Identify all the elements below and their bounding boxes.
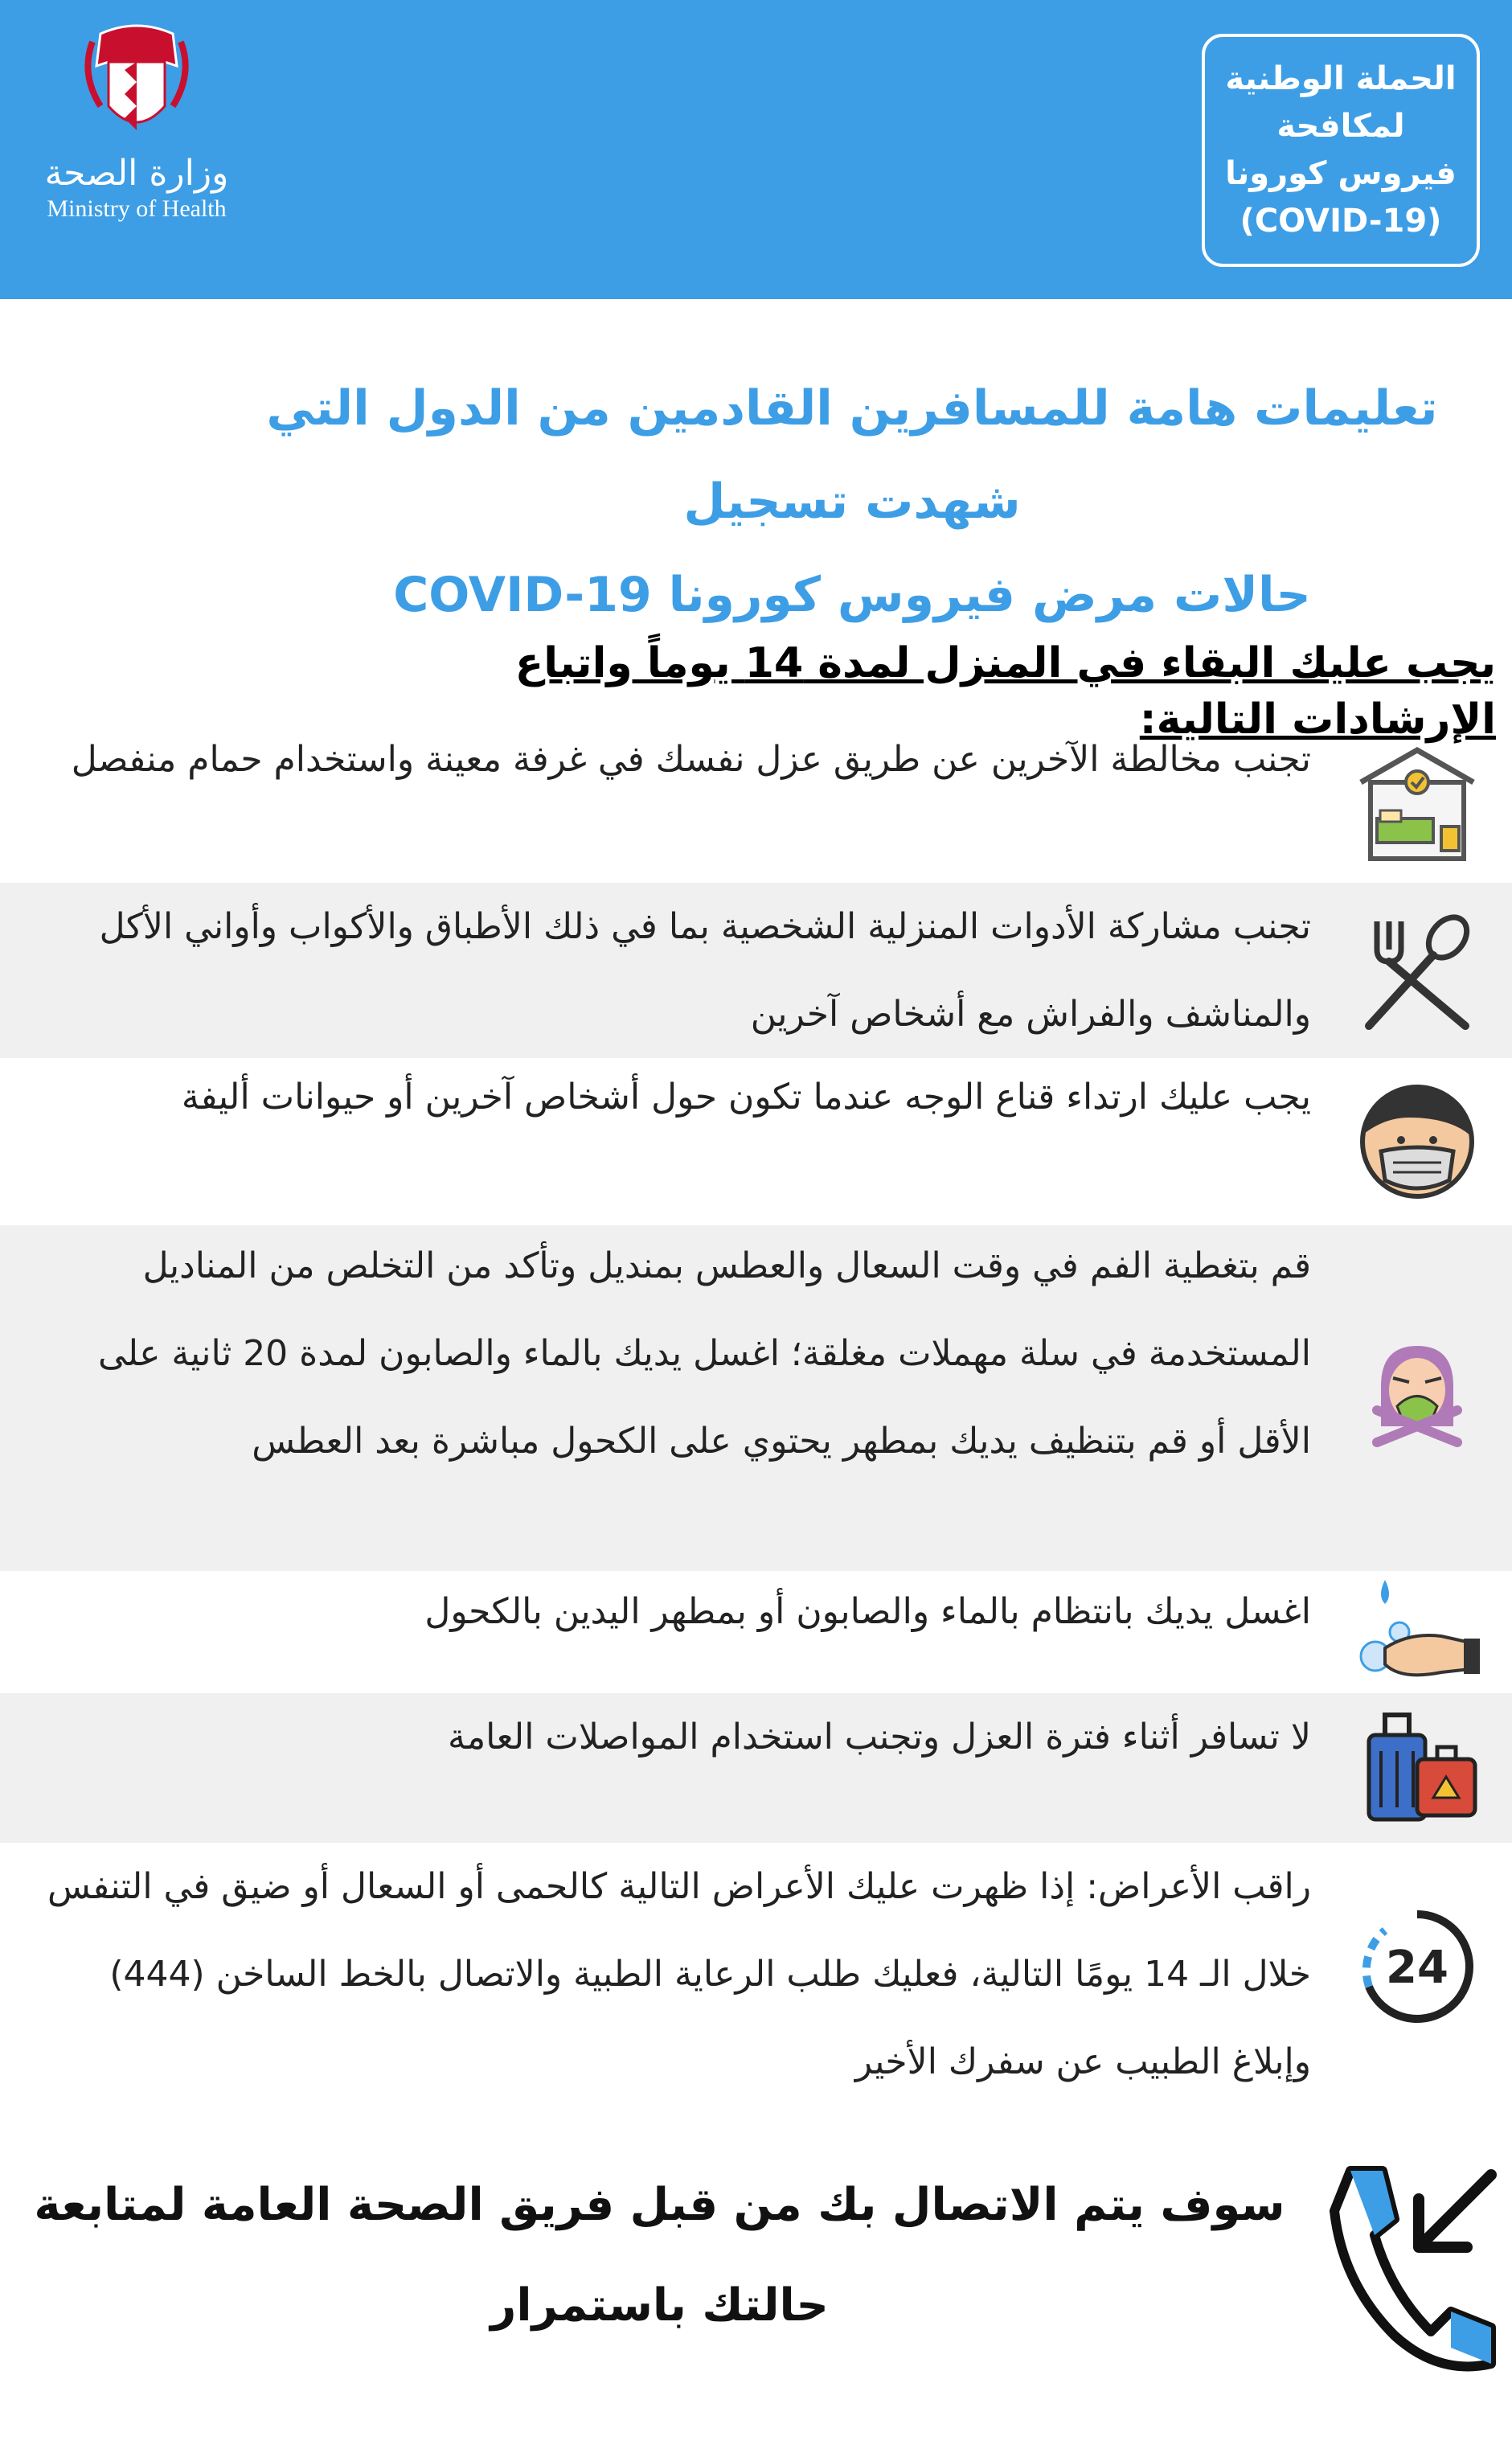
- contact-callout: [0, 2155, 1512, 2396]
- hand-washing-icon: [1353, 1568, 1481, 1696]
- instruction-text: قم بتغطية الفم في وقت السعال والعطس بمنديل وتأكد من التخلص من المناديل المستخدمة في سلة مهملات مغلقة؛ اغسل يديك بالماء والصابون لمدة 20 ثانية على الأقل أو قم بتنظيف يديك بمطهر يحتوي على الكحول مباشرة بعد العطس: [97, 1245, 1311, 1462]
- instruction-row: [0, 1225, 1512, 1571]
- campaign-box: [1202, 34, 1480, 267]
- campaign-line: الحملة الوطنية: [1225, 60, 1457, 97]
- 24-hours-label: 24: [1386, 1942, 1448, 1994]
- face-mask-icon: [1353, 1077, 1481, 1206]
- luggage-icon: [1353, 1703, 1481, 1832]
- title-line-2: حالات مرض فيروس كورونا COVID-19: [393, 567, 1311, 623]
- campaign-line: فيروس كورونا: [1225, 155, 1457, 192]
- crest-icon: [76, 18, 197, 146]
- logo-english-text: Ministry of Health: [47, 195, 227, 222]
- page-title: [209, 362, 1495, 642]
- campaign-line: لمكافحة: [1276, 108, 1405, 145]
- instruction-row: [0, 883, 1512, 1058]
- campaign-line: (COVID-19): [1240, 203, 1442, 240]
- title-line-1: تعليمات هامة للمسافرين القادمين من الدول التي شهدت تسجيل: [266, 380, 1438, 530]
- instruction-text: راقب الأعراض: إذا ظهرت عليك الأعراض التالية كالحمى أو السعال أو ضيق في التنفس خلال الـ 14 يومًا التالية، فعليك طلب الرعاية الطبية والاتصال بالخط الساخن (444) وإبلاغ الطبيب عن سفرك الأخير: [47, 1866, 1311, 2082]
- instruction-text: تجنب مشاركة الأدوات المنزلية الشخصية بما في ذلك الأطباق والأكواب وأواني الأكل والمناشف والفراش مع أشخاص آخرين: [99, 906, 1311, 1035]
- instruction-text: يجب عليك ارتداء قناع الوجه عندما تكون حول أشخاص آخرين أو حيوانات أليفة: [181, 1077, 1311, 1118]
- incoming-call-icon: [1318, 2155, 1503, 2380]
- callout-text: سوف يتم الاتصال بك من قبل فريق الصحة العامة لمتابعة حالتك باستمرار: [34, 2179, 1285, 2332]
- instruction-row: [0, 1058, 1512, 1225]
- instruction-text: لا تسافر أثناء فترة العزل وتجنب استخدام المواصلات العامة: [448, 1717, 1311, 1758]
- instruction-row: [0, 1843, 1512, 2116]
- 24-hours-icon: [1353, 1902, 1481, 2031]
- instruction-text: تجنب مخالطة الآخرين عن طريق عزل نفسك في غرفة معينة واستخدام حمام منفصل: [71, 739, 1311, 780]
- instructions-intro: يجب عليك البقاء في المنزل لمدة 14 يوماً واتباع الإرشادات التالية:: [514, 639, 1496, 744]
- ministry-logo: [32, 18, 241, 259]
- instruction-row: [0, 1571, 1512, 1693]
- header-banner: [0, 0, 1512, 299]
- instruction-row: [0, 1693, 1512, 1843]
- logo-arabic-text: وزارة الصحة: [44, 153, 229, 194]
- instruction-row: [0, 724, 1512, 883]
- fork-spoon-icon: [1353, 905, 1481, 1034]
- sneezing-person-icon: [1353, 1330, 1481, 1458]
- instruction-text: اغسل يديك بانتظام بالماء والصابون أو بمطهر اليدين بالكحول: [424, 1591, 1311, 1632]
- bedroom-icon: [1353, 738, 1481, 867]
